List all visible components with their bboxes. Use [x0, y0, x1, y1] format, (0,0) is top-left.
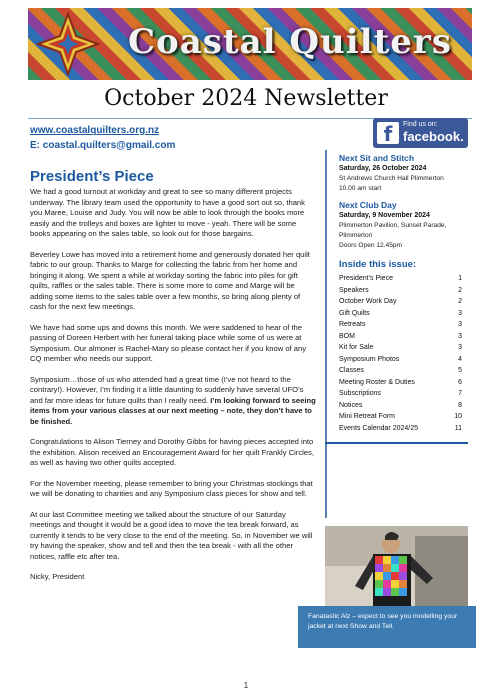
- paragraph: Congratulations to Alison Tierney and Dorothy Gibbs for having pieces accepted into the exhibition. Alison received an Encouragement Award for her quilt Frankly Circles, as well as having two other quilts accepted.: [30, 437, 314, 467]
- toc-item[interactable]: [339, 377, 468, 389]
- club-day-place: Plimmerton Pavilion, Sunset Parade,: [339, 222, 447, 229]
- page-number: 1: [243, 681, 249, 690]
- club-day-place-town: Plimmerton: [339, 232, 373, 239]
- sit-stitch-date: Saturday, 26 October 2024: [339, 165, 427, 172]
- toc-page: 3: [458, 309, 462, 317]
- toc-title: Speakers: [339, 286, 369, 294]
- paragraph: At our last Committee meeting we talked about the structure of our Saturday meetings and thought it would be a good idea to move the tea break forward, as currently it tends to be very close to the end of the meeting. So, in November we will try having the speaker, show and tell and then the tea break - with all the other notices, raffle etc after tea.: [30, 509, 313, 561]
- toc-item[interactable]: [339, 273, 468, 285]
- toc-title: Notices: [339, 401, 363, 409]
- club-day-time: Doors Open 12.45pm: [339, 242, 403, 249]
- inside-issue-heading: Inside this issue:: [339, 259, 417, 270]
- toc-title: Gift Quilts: [339, 309, 370, 317]
- club-day-date: Saturday, 9 November 2024: [339, 212, 430, 219]
- article-heading: President’s Piece: [30, 168, 154, 185]
- toc-title: Symposium Photos: [339, 355, 400, 363]
- toc-title: Classes: [339, 367, 364, 374]
- toc-title: BOM: [339, 332, 355, 340]
- toc-page: 3: [458, 332, 462, 340]
- sit-stitch-time: 10.00 am start: [339, 185, 382, 192]
- toc-item[interactable]: [339, 319, 468, 331]
- toc-title: Retreats: [339, 321, 366, 328]
- toc-title: Meeting Roster & Duties: [339, 378, 415, 386]
- toc-page: 3: [458, 321, 462, 328]
- club-day-heading: Next Club Day: [339, 200, 397, 210]
- toc-item[interactable]: [339, 296, 468, 308]
- toc-item[interactable]: [339, 331, 468, 343]
- symposium-text: Symposium…those of us who attended had a great time (I’ve not heard to the contrary!). However, I’m finding it a little daunting to suddenly have several UFO’s and far more ideas for future quilts than I really need.: [30, 374, 304, 405]
- toc-title: Kit for Sale: [339, 344, 374, 351]
- article-body: [30, 187, 316, 593]
- toc-item[interactable]: [339, 365, 468, 377]
- toc-item[interactable]: [339, 388, 468, 400]
- photo-caption: Fanatastic Alz – expect to see you modelling your jacket at next Show and Tell.: [298, 606, 476, 648]
- toc-page: 2: [458, 298, 462, 305]
- toc-page: 6: [458, 378, 462, 386]
- masthead-banner: [28, 8, 472, 80]
- toc-title: Subscriptions: [339, 390, 382, 397]
- toc-page: 4: [458, 355, 462, 363]
- facebook-badge[interactable]: [373, 118, 468, 148]
- toc-page: 8: [458, 401, 462, 409]
- toc-page: 1: [458, 275, 462, 282]
- email-address[interactable]: E: coastal.quilters@gmail.com: [30, 140, 176, 151]
- paragraph: We have had some ups and downs this month. We were saddened to hear of the passing of Doreen Herbert with her funeral taking place while some of us were at Symposium. Our almoner is Rachel-Mary so please contact her if you know of any CQ member who needs our support.: [30, 322, 307, 363]
- toc-title: Mini Retreat Form: [339, 413, 396, 420]
- toc-item[interactable]: [339, 400, 468, 412]
- sit-stitch-heading: Next Sit and Stitch: [339, 153, 415, 163]
- toc-item[interactable]: [339, 411, 468, 423]
- paragraph: We had a good turnout at workday and great to see so many different projects underway. The library team used the opportunity to have a good sort out so, thank you Maree, Louise and Judy. You will now be able to look through the books more easily and the trolleys and boxes are lighter to move - yeah. There will be some books appearing on the sales table, so look out for those bargains.: [30, 187, 305, 238]
- facebook-icon: f: [377, 122, 399, 144]
- toc-title: President’s Piece: [339, 275, 393, 282]
- sit-stitch-place: St Andrews Church Hall Plimmerton: [339, 175, 444, 182]
- toc-item[interactable]: [339, 354, 468, 366]
- toc-page: 5: [458, 367, 462, 374]
- toc-page: 3: [458, 344, 462, 351]
- toc-page: 11: [454, 424, 462, 432]
- table-of-contents: [339, 273, 468, 434]
- sidebar-divider: [325, 442, 468, 444]
- toc-item[interactable]: [339, 308, 468, 320]
- sidebar: [325, 150, 468, 518]
- banner-title: Coastal Quilters: [128, 22, 452, 62]
- quilt-star-icon: [36, 12, 100, 76]
- symposium-bold-text: I’m looking forward to seeing items from your various classes at our next meeting – note, they don’t have to be finished.: [30, 395, 316, 426]
- facebook-line1: Find us on:: [403, 121, 438, 128]
- toc-page: 2: [458, 286, 462, 294]
- toc-title: Events Calendar 2024/25: [339, 424, 418, 432]
- newsletter-title: October 2024 Newsletter: [104, 86, 388, 111]
- facebook-line2: facebook.: [403, 129, 464, 144]
- toc-page: 7: [458, 390, 462, 397]
- paragraph: [30, 375, 316, 428]
- paragraph: For the November meeting, please remember to bring your Christmas stockings that we will be donating to charities and any Symposium class pieces for show and tell.: [30, 478, 313, 498]
- paragraph: Beverley Lowe has moved into a retirement home and generously donated her quilt fabric to our group. Thanks to Marge for collecting the fabric from her home and bringing it along. We spent a while at workday sorting the fabric into piles for gift quilts, raffles or the sales table. There is some more to come and Marge will be adding some items to the sales table over a few months, so bring along plenty of cash for the next few meetings.: [30, 249, 310, 311]
- toc-page: 10: [454, 413, 462, 420]
- signoff: Nicky, President: [30, 572, 85, 581]
- toc-item[interactable]: [339, 285, 468, 297]
- toc-title: October Work Day: [339, 298, 397, 305]
- website-link[interactable]: www.coastalquilters.org.nz: [30, 125, 160, 136]
- toc-item[interactable]: [339, 423, 468, 435]
- toc-item[interactable]: [339, 342, 468, 354]
